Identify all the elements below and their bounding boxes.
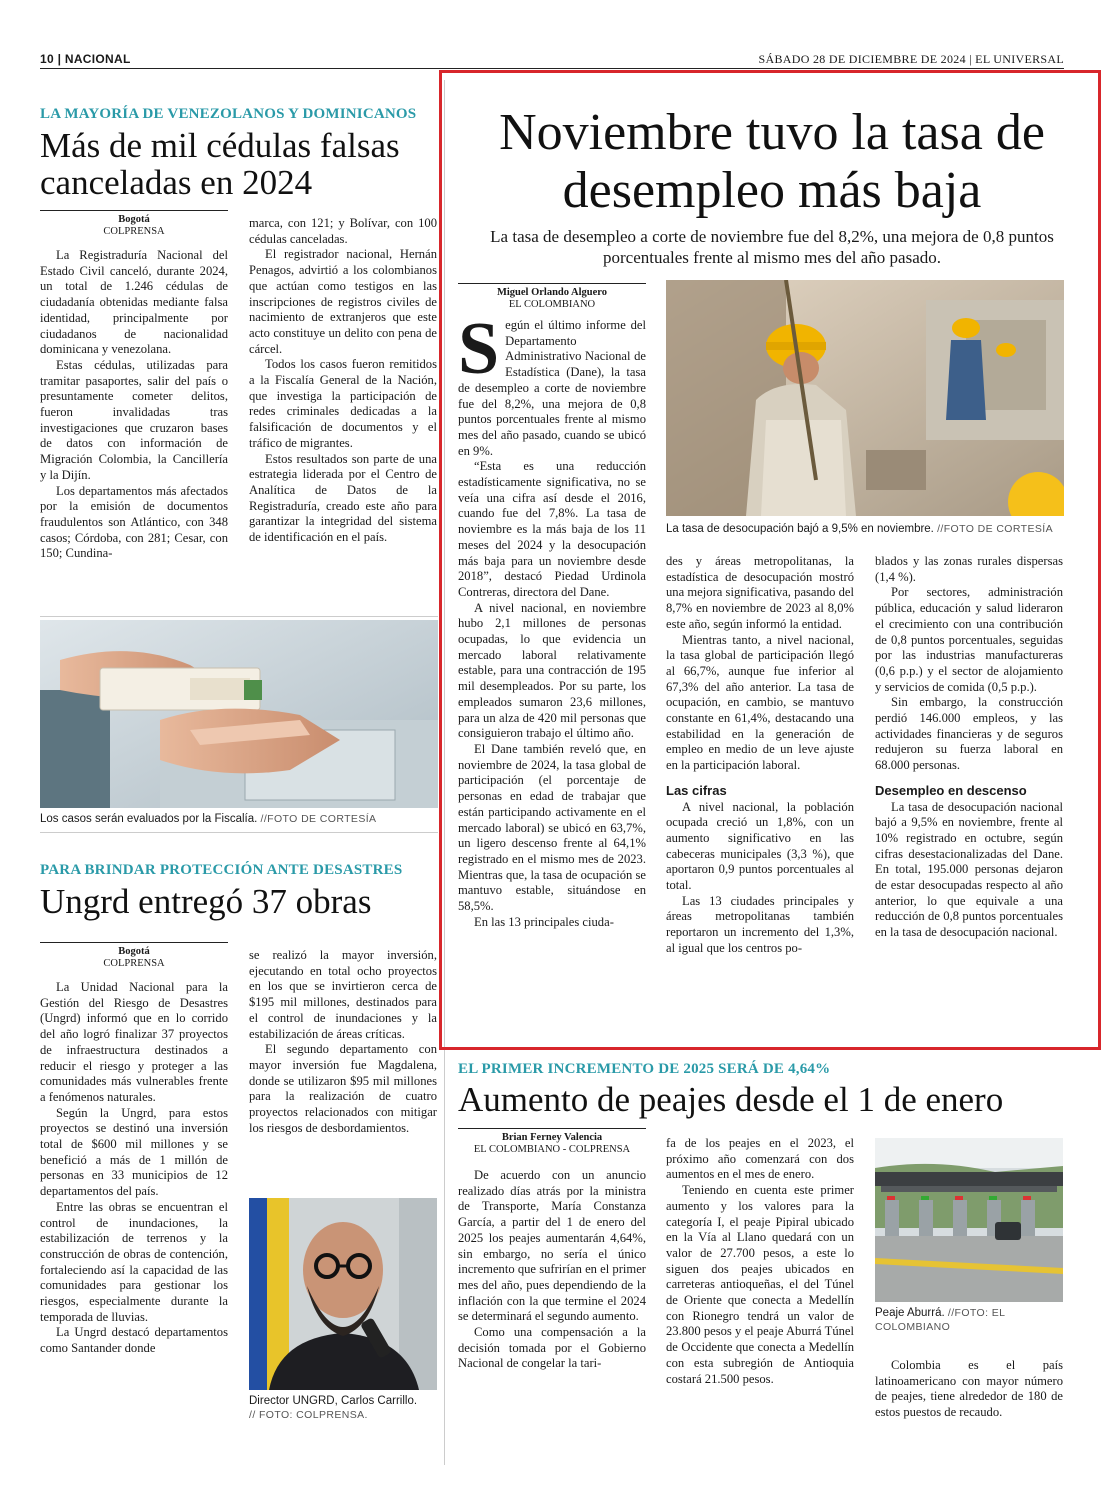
ungrd-caption <box>249 1394 437 1422</box>
peajes-kicker: EL PRIMER INCREMENTO DE 2025 SERÁ DE 4,64% <box>458 1061 831 1077</box>
peajes-col-1 <box>458 1168 646 1464</box>
drop-cap: S <box>458 318 500 390</box>
ungrd-byline <box>40 946 228 970</box>
hands-card-image <box>40 620 438 808</box>
desempleo-col-3 <box>875 554 1063 1040</box>
paragraph: des y áreas metropolitanas, la estadística de desocupación mostró una mejora significativa, pasando del 8,7% en noviembre de 2023 al 8,0% este año, según informó la entidad. <box>666 554 854 631</box>
ungrd-byline-rule <box>40 942 228 943</box>
caption-credit: // FOTO: COLPRENSA. <box>249 1409 368 1421</box>
peajes-photo <box>875 1138 1063 1302</box>
paragraph: La Registraduría Nacional del Estado Civil canceló, durante 2024, un total de 1.246 cédulas de ciudadanía obtenidas mediante falsa identidad, principalmente por ciudadanos de nacionalidad dominicana y venezolana. <box>40 248 228 357</box>
toll-booth-image <box>875 1138 1063 1302</box>
paragraph: Mientras tanto, a nivel nacional, la tasa global de participación llegó al 66,7%, aunque fue inferior al 67,3% del año anterior. La tasa de ocupación, en cambio, se mantuvo constante en 61,4%, destacando una estabilidad en la generación de empleo en medio de un leve ajuste en la participación laboral. <box>666 632 854 773</box>
paragraph: Sin embargo, la construcción perdió 146.000 empleos, y las actividades financieras y de seguros redujeron su fuerza laboral en 68.000 personas. <box>875 695 1063 773</box>
desempleo-headline: Noviembre tuvo la tasa de desempleo más baja <box>499 104 1045 220</box>
ungrd-photo <box>249 1198 437 1390</box>
peajes-byline-rule <box>458 1128 646 1129</box>
paragraph: Colombia es el país latinoamericano con mayor número de peajes, tiene alrededor de 180 de estos puestos de recaudo. <box>875 1358 1063 1420</box>
date-folio: SÁBADO 28 DE DICIEMBRE DE 2024 | EL UNIVERSAL <box>758 52 1064 66</box>
portrait-image <box>249 1198 437 1390</box>
cedulas-photo <box>40 620 438 808</box>
paragraph: Entre las obras se encuentran el control de inundaciones, la estabilización de terrenos y la construcción de obras de contención, fortaleciendo así la capacidad de las comunidades para gestionar los riesgos, especialmente durante la temporada de lluvias. <box>40 1199 228 1324</box>
byline-author: Miguel Orlando Alguero <box>496 287 608 298</box>
caption-credit: //FOTO DE CORTESÍA <box>260 813 377 825</box>
paragraph: fa de los peajes en el 2023, el próximo año comenzará con dos aumentos en el mes de enero. <box>666 1136 854 1182</box>
paragraph: Como una compensación a la decisión tomada por el Gobierno Nacional de congelar la tari- <box>458 1325 646 1371</box>
paragraph: Estas cédulas, utilizadas para tramitar pasaportes, salir del país o presuntamente cometer delitos, fueron invalidadas tras investigaciones que cruzaron bases de datos con información de Migración Colombia, la Cancillería y la Dijín. <box>40 357 228 482</box>
paragraph: A nivel nacional, en noviembre hubo 2,1 millones de personas ocupadas, lo que evidencia un mercado laboral relativamente estable, para una contracción de 195 mil desempleados. Por su parte, los empleados sumaron 23,6 millones, para un alza de 420 mil personas que consiguieron trabajo el último año. <box>458 600 646 741</box>
paragraph: En las 13 principales ciuda- <box>474 914 614 929</box>
paragraph: blados y las zonas rurales dispersas (1,4 %). <box>875 554 1063 584</box>
ungrd-kicker: PARA BRINDAR PROTECCIÓN ANTE DESASTRES <box>40 862 403 878</box>
paragraph: Los departamentos más afectados por la emisión de documentos fraudulentos son Atlántico, con 348 casos; Córdoba, con 281; Cesar, con 150; Cundina- <box>40 483 228 561</box>
paragraph-text: egún el último informe del Departamento Administrativo Nacional de Estadística (Dane), la tasa de desempleo a corte de noviembre fue del 8,2%, una mejora de 0,8 puntos porcentuales frente al mismo mes del año pasado, cuando se ubicó en 9%. <box>458 318 646 458</box>
desempleo-deck: La tasa de desempleo a corte de noviembre fue del 8,2%, una mejora de 0,8 puntos porcentuales frente al mismo mes del año pasado. <box>490 227 1054 267</box>
caption-text: Peaje Aburrá. <box>875 1307 945 1319</box>
paragraph: marca, con 121; y Bolívar, con 100 cédulas canceladas. <box>249 216 437 246</box>
paragraph: Según la Ungrd, para estos proyectos se destinó una inversión total de $600 mil millones y se benefició a más de 1 millón de personas en 33 municipios de 12 departamentos del país. <box>40 1105 228 1199</box>
peajes-caption <box>875 1306 1063 1334</box>
cedulas-byline-rule <box>40 210 228 211</box>
desempleo-col-1 <box>458 318 646 1040</box>
cedulas-headline: Más de mil cédulas falsas canceladas en 2024 <box>40 126 400 202</box>
divider <box>40 616 438 617</box>
paragraph: La Ungrd destacó departamentos como Santander donde <box>40 1325 228 1356</box>
construction-workers-image <box>666 280 1064 516</box>
paragraph: Las 13 ciudades principales y áreas metropolitanas también reportaron un incremento del 1,3%, al igual que los centros po- <box>666 893 854 955</box>
paragraph: Todos los casos fueron remitidos a la Fiscalía General de la Nación, que investiga la participación de redes criminales dedicadas a la falsificación de documentos y el tráfico de migrantes. <box>249 357 437 450</box>
byline-place: Bogotá <box>118 946 150 957</box>
byline-place: Bogotá <box>118 214 150 225</box>
cedulas-kicker: LA MAYORÍA DE VENEZOLANOS Y DOMINICANOS <box>40 106 417 122</box>
paragraph: “Esta es una reducción estadísticamente significativa, no se veía una cifra así desde el 2016, cuando fue del 7,8%. La tasa de noviembre es la más baja de los 11 meses del 2024 y la desocupación más baja para un noviembre desde 2018”, destacó Piedad Urdinola Contreras, directora del Dane. <box>458 459 646 599</box>
byline-author: Brian Ferney Valencia <box>501 1132 603 1143</box>
byline-outlet: EL COLOMBIANO <box>508 299 596 311</box>
peajes-col-2 <box>666 1136 854 1464</box>
byline-agency: COLPRENSA <box>103 958 165 970</box>
desempleo-col-2 <box>666 554 854 1040</box>
ungrd-col-2 <box>249 948 437 1188</box>
paragraph: La tasa de desocupación nacional bajó a 9,5% en noviembre, frente al 10% registrado en octubre, según cifras desestacionalizadas del Dane. En total, 195.000 personas dejaron de estar desocupadas respecto al año anterior, lo que equivale a una reducción de 0,8 puntos porcentuales en la tasa de desocupación nacional. <box>875 799 1063 940</box>
paragraph: De acuerdo con un anuncio realizado días atrás por la ministra de Transporte, María Constanza García, a partir del 1 de enero del 2025 los peajes aumentarán 4,64%, sin embargo, no sería el único incremento que sufrirían en el primer mes del año, pues dependiendo de la inflación con la que termine el 2024 se determinará el segundo aumento. <box>458 1168 646 1324</box>
cedulas-byline <box>40 214 228 238</box>
caption-credit: //FOTO: EL COLOMBIANO <box>875 1307 1005 1333</box>
caption-text: La tasa de desocupación bajó a 9,5% en noviembre. <box>666 523 934 535</box>
subhead-descenso: Desempleo en descenso <box>875 782 1027 798</box>
paragraph: Por sectores, administración pública, educación y salud lideraron el crecimiento con una contribución de 0,8 puntos porcentuales, seguidas por las industrias manufactureras (0,6 p.p.) y el sector de alojamiento y servicios de comida (0,5 p.p.). <box>875 585 1063 694</box>
desempleo-byline-rule <box>458 283 646 284</box>
page-folio: 10 | NACIONAL <box>40 52 131 66</box>
cedulas-col-1 <box>40 248 228 610</box>
paragraph: El registrador nacional, Hernán Penagos, advirtió a los colombianos que actúan como testigos en las inscripciones de registros civiles de nacimiento de extranjeros que este acto constituye un delito con pena de cárcel. <box>249 247 437 356</box>
paragraph: Estos resultados son parte de una estrategia liderada por el Centro de Analítica de Datos de la Registraduría, creado este año para garantizar la integridad del sistema de identificación en el país. <box>249 451 437 545</box>
paragraph: Teniendo en cuenta este primer aumento y los valores para la categoría I, el peaje Pipiral ubicado en la Vía al Llano quedará con un valor de 27.700 pesos, a este lo siguen dos peajes ubicados en carreteras antioqueñas, el del Túnel de Oriente que conecta a Medellín con Rionegro tendrá un valor de 23.800 pesos y el peaje Aburrá Túnel de Occidente que conecta a Medellín con esta subregión de Antioquia costará 21.500 pesos. <box>666 1183 854 1386</box>
paragraph: El segundo departamento con mayor inversión fue Magdalena, donde se utilizaron $95 mil millones para la realización de cuatro proyectos relacionados con mitigar los riesgos de desbordamientos. <box>249 1042 437 1135</box>
paragraph: A nivel nacional, la población ocupada creció un 1,8%, con un aumento significativo en las cabeceras municipales (3,3 %), que aportaron 0,9 puntos porcentuales al total. <box>666 799 854 893</box>
ungrd-col-1 <box>40 980 228 1462</box>
cedulas-col-2 <box>249 216 437 610</box>
byline-agency: COLPRENSA <box>103 226 165 238</box>
ungrd-headline: Ungrd entregó 37 obras <box>40 882 372 921</box>
desempleo-photo <box>666 280 1064 516</box>
cedulas-caption <box>40 812 438 826</box>
folio-rule <box>40 68 1064 69</box>
paragraph: La Unidad Nacional para la Gestión del Riesgo de Desastres (Ungrd) informó que en lo corrido del año logró finalizar 37 proyectos de infraestructura destinados a reducir el riesgo y proteger a las comunidades más vulnerables frente a fenómenos naturales. <box>40 980 228 1104</box>
desempleo-caption <box>666 522 1064 536</box>
subhead-cifras: Las cifras <box>666 782 727 798</box>
peajes-byline <box>458 1132 646 1156</box>
peajes-col-3 <box>875 1358 1063 1462</box>
caption-credit: //FOTO DE CORTESÍA <box>937 523 1054 535</box>
paragraph: se realizó la mayor inversión, ejecutando en total ocho proyectos en los que se invirtieron cerca de $195 mil millones, destinados para el control de inundaciones y la estabilización de áreas críticas. <box>249 948 437 1041</box>
peajes-headline: Aumento de peajes desde el 1 de enero <box>458 1080 1004 1119</box>
divider <box>40 832 438 833</box>
desempleo-byline <box>458 287 646 311</box>
caption-text: Director UNGRD, Carlos Carrillo. <box>249 1395 418 1407</box>
paragraph <box>458 318 646 459</box>
byline-outlet: EL COLOMBIANO - COLPRENSA <box>473 1144 631 1156</box>
caption-text: Los casos serán evaluados por la Fiscalía. <box>40 813 258 825</box>
paragraph: El Dane también reveló que, en noviembre de 2024, la tasa global de participación (el porcentaje de personas en edad de trabajar que están participando activamente en el mercado laboral) se ubicó en 63,7%, un ligero descenso frente al 64,1% registrado en el mismo mes de 2023. Mientras que, la tasa de ocupación se mantuvo estable, situándose en 58,5%. <box>458 741 646 914</box>
